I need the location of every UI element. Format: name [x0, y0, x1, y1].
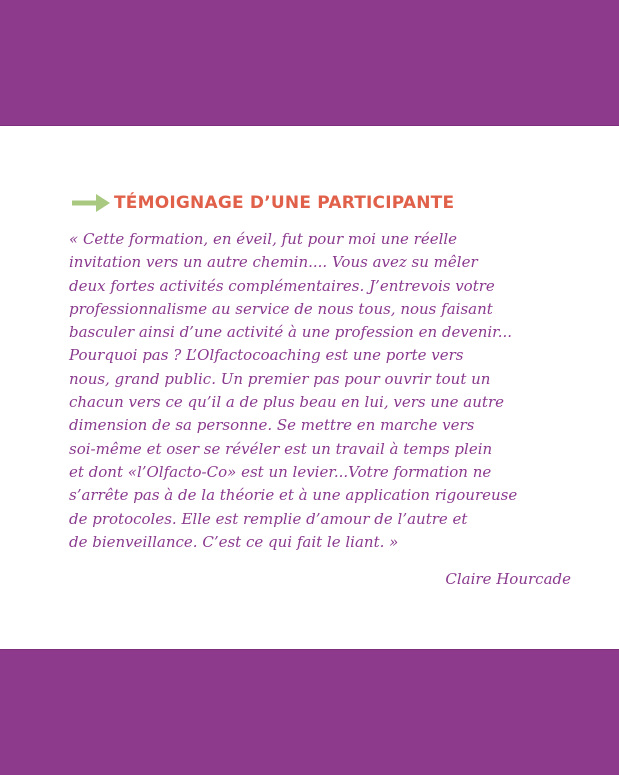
quote-line: « Cette formation, en éveil, fut pour moi une réelle [69, 230, 458, 248]
arrow-right-icon [72, 193, 110, 213]
section-title: TÉMOIGNAGE D’UNE PARTICIPANTE [114, 193, 455, 213]
bottom-purple-band [0, 649, 619, 775]
quote-line: Pourquoi pas ? L’Olfactocoaching est une porte vers [69, 346, 464, 365]
quote-line: de protocoles. Elle est remplie d’amour de l’autre et [69, 509, 468, 528]
quote-line: dimension de sa personne. Se mettre en marche vers [69, 416, 475, 435]
quote-line: s’arrête pas à de la théorie et à une application rigoureuse [69, 486, 518, 505]
top-purple-band [0, 0, 619, 126]
testimonial-quote [69, 228, 579, 554]
quote-line: de bienveillance. C’est ce qui fait le liant. » [69, 532, 399, 551]
quote-line: basculer ainsi d’une activité à une profession en devenir... [69, 323, 513, 342]
quote-author: Claire Hourcade [445, 570, 571, 588]
quote-line: invitation vers un autre chemin.... Vous avez su mêler [69, 253, 478, 272]
quote-line: chacun vers ce qu’il a de plus beau en lui, vers une autre [69, 393, 504, 412]
quote-line: deux fortes activités complémentaires. J’entrevois votre [69, 276, 495, 295]
quote-line: nous, grand public. Un premier pas pour ouvrir tout un [69, 369, 491, 388]
quote-line: professionnalisme au service de nous tous, nous faisant [69, 299, 493, 318]
quote-line: soi-même et oser se révéler est un travail à temps plein [69, 439, 493, 458]
section-heading [72, 190, 454, 216]
quote-line: et dont «l’Olfacto-Co» est un levier...Votre formation ne [69, 462, 492, 481]
